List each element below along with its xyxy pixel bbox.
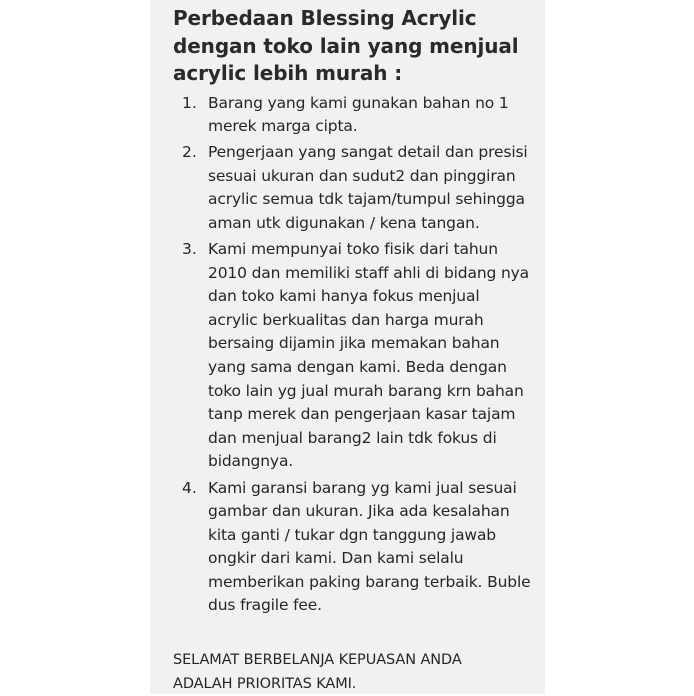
item-text: Pengerjaan yang sangat detail dan presisi sesuai ukuran dan sudut2 dan pinggiran acrylic semua tdk tajam/tumpul sehingga aman utk digunakan / kena tangan. [208,143,528,232]
item-number: 2. [182,143,197,162]
item-number: 1. [182,93,197,112]
list-item [173,238,545,474]
item-number: 4. [182,478,197,497]
list-item [173,141,545,235]
list-item [173,477,545,619]
numbered-list [173,92,545,619]
item-text: Kami garansi barang yg kami jual sesuai gambar dan ukuran. Jika ada kesalahan kita ganti / tukar dgn tanggung jawab ongkir dari kami. Dan kami selalu memberikan paking barang terbaik. Buble dus fragile fee. [208,478,531,615]
document-page [150,0,545,694]
document-title: Perbedaan Blessing Acrylic dengan toko lain yang menjual acrylic lebih murah : [173,6,519,85]
item-text: Kami mempunyai toko fisik dari tahun 2010 dan memiliki staff ahli di bidang nya dan toko kami hanya fokus menjual acrylic berkualitas dan harga murah bersaing dijamin jika memakan bahan yang sama dengan kami. Beda dengan toko lain yg jual murah barang krn bahan tanp merek dan pengerjaan kasar tajam dan menjual barang2 lain tdk fokus di bidangnya. [208,240,530,471]
closing-note: SELAMAT BERBELANJA KEPUASAN ANDA ADALAH PRIORITAS KAMI. [173,652,462,693]
item-number: 3. [182,240,197,259]
list-item [173,92,545,139]
item-text: Barang yang kami gunakan bahan no 1 merek marga cipta. [208,93,509,136]
